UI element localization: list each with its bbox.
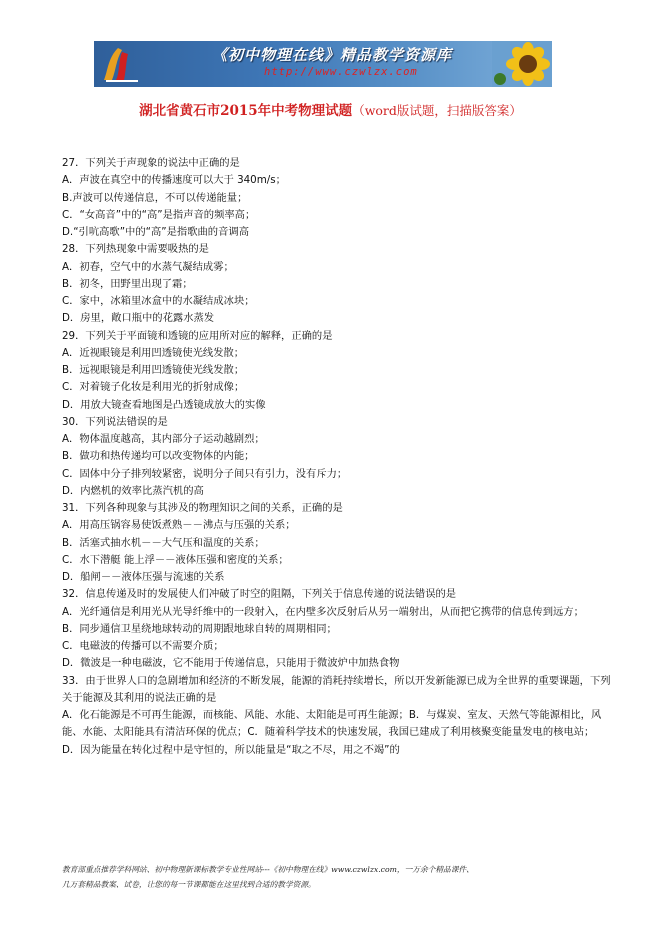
q29-option-c: C．对着镜子化妆是利用光的折射成像； <box>62 381 245 394</box>
q28-option-c: C．家中，冰箱里冰盒中的水凝结成冰块； <box>62 295 255 307</box>
q31-option-b: B．活塞式抽水机－－大气压和温度的关系； <box>62 536 265 549</box>
header-banner[interactable] <box>94 41 552 87</box>
q33-option-d: D．因为能量在转化过程中是守恒的，所以能量是“取之不尽，用之不竭”的 <box>62 743 400 756</box>
q33-options-abc: A．化石能源是不可再生能源，而核能、风能、水能、太阳能是可再生能源；B．与煤炭、室友、天然气等能源相比，风能、水能、太阳能具有清洁环保的优点；C．随着科学技术的快速发展，我国已建成了利用核聚变能量发电的核电站； <box>62 709 602 739</box>
question-31-stem: 31．下列各种现象与其涉及的物理知识之间的关系，正确的是 <box>62 502 343 514</box>
banner-title: 《初中物理在线》精品教学资源库 <box>212 46 453 64</box>
site-logo-icon <box>98 44 142 84</box>
page-title <box>0 99 661 119</box>
sunflower-icon <box>492 41 552 87</box>
q29-option-a: A．近视眼镜是利用凹透镜使光线发散； <box>62 346 245 359</box>
q31-option-c: C．水下潜艇 能上浮－－液体压强和密度的关系； <box>62 553 289 566</box>
title-sub: （word版试题，扫描版答案） <box>352 103 522 118</box>
question-27-stem: 27．下列关于声现象的说法中正确的是 <box>62 157 240 169</box>
q28-option-a: A．初春，空气中的水蒸气凝结成雾； <box>62 260 234 273</box>
q27-option-a: A．声波在真空中的传播速度可以大于 340m/s； <box>62 174 286 187</box>
q32-option-d: D．微波是一种电磁波，它不能用于传递信息，只能用于微波炉中加热食物 <box>62 657 400 670</box>
q27-option-c: C．“女高音”中的“高”是指声音的频率高； <box>62 208 256 221</box>
q32-option-b: B．同步通信卫星绕地球转动的周期跟地球自转的周期相同； <box>62 622 337 635</box>
question-list <box>62 155 614 759</box>
q28-option-d: D．房里，敞口瓶中的花露水蒸发 <box>62 312 215 325</box>
question-30-stem: 30．下列说法错误的是 <box>62 415 168 428</box>
question-29-stem: 29．下列关于平面镜和透镜的应用所对应的解释，正确的是 <box>62 329 333 342</box>
q30-option-c: C．固体中分子排列较紧密，说明分子间只有引力，没有斥力； <box>62 467 348 480</box>
q31-option-d: D．船闸－－液体压强与流速的关系 <box>62 571 225 583</box>
title-main: 湖北省黄石市2015年中考物理试题 <box>139 103 353 119</box>
page-footer <box>62 862 622 892</box>
footer-line-1: 教育部重点推荐学科网站、初中物理新课标教学专业性网站---《初中物理在线》www.czwlzx.com，一万余个精品课件、 <box>62 865 474 874</box>
q29-option-b: B．远视眼镜是利用凹透镜使光线发散； <box>62 364 245 376</box>
banner-url[interactable]: http://www.czwlzx.com <box>264 66 418 78</box>
q28-option-b: B．初冬，田野里出现了霜； <box>62 277 193 290</box>
q27-option-b: B.声波可以传递信息，不可以传递能量； <box>62 191 248 204</box>
q30-option-d: D．内燃机的效率比蒸汽机的高 <box>62 484 204 497</box>
question-33-stem: 33．由于世界人口的急剧增加和经济的不断发展，能源的消耗持续增长，所以开发新能源已成为全世界的重要课题，下列关于能源及其利用的说法正确的是 <box>62 674 611 704</box>
q27-option-d: D.“引吭高歌”中的“高”是指歌曲的音调高 <box>62 226 249 238</box>
question-32-stem: 32．信息传递及时的发展使人们冲破了时空的阻隔，下列关于信息传递的说法错误的是 <box>62 588 457 601</box>
q32-option-c: C．电磁波的传播可以不需要介质； <box>62 640 224 652</box>
q31-option-a: A．用高压锅容易使饭煮熟－－沸点与压强的关系； <box>62 519 296 532</box>
question-28-stem: 28．下列热现象中需要吸热的是 <box>62 243 209 256</box>
footer-line-2: 几万套精品教案、试卷，让您的每一节课都能在这里找到合适的教学资源。 <box>62 880 316 889</box>
q32-option-a: A．光纤通信是利用光从光导纤维中的一段射入，在内壁多次反射后从另一端射出，从而把它携带的信息传到远方； <box>62 605 584 618</box>
q29-option-d: D．用放大镜查看地图是凸透镜成放大的实像 <box>62 398 266 411</box>
q30-option-b: B．做功和热传递均可以改变物体的内能； <box>62 450 255 463</box>
q30-option-a: A．物体温度越高，其内部分子运动越剧烈； <box>62 433 265 445</box>
